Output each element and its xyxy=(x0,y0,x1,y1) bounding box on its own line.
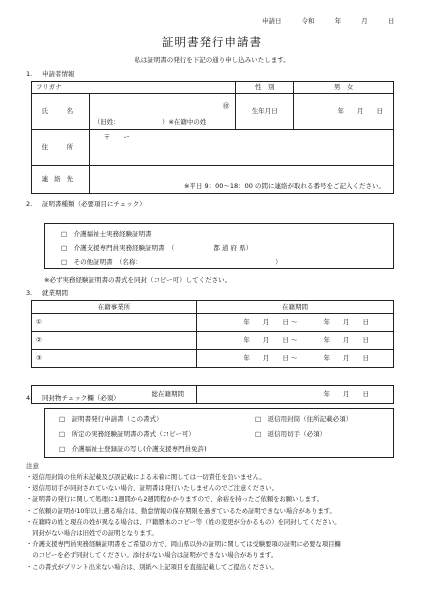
row-number: ② xyxy=(36,336,42,345)
year-label: 年 xyxy=(334,17,342,25)
section3-heading: 3. 就業期間 xyxy=(26,289,68,297)
gender-label: 性 別 xyxy=(236,82,294,94)
day-label: 日 xyxy=(387,17,395,25)
check-registration-copy[interactable]: □ 介護福祉士登録証の写し(介護支援専門員免許) xyxy=(59,445,207,453)
period-cell[interactable]: 年 月 日 ～ 年 月 日 xyxy=(197,314,394,332)
note-item: ・返信用切手が同封されていない場合、証明書は発行いたしませんのでご注意ください。 xyxy=(26,485,278,493)
row-number: ③ xyxy=(36,354,42,363)
contact-field[interactable] xyxy=(89,166,393,194)
section4-heading: 4. 同封物チェック欄（必須） xyxy=(26,394,120,402)
note-item: ・証明書の発行に関して処理に1週間から2週間程かかりますので、余裕を持ったご依頼をお願いします。 xyxy=(26,496,324,504)
certificate-type-box xyxy=(44,223,394,269)
name-label: 氏 名 xyxy=(32,94,90,130)
option-care-worker-cert[interactable]: □ 介護福祉士実務経験証明書 xyxy=(61,230,152,238)
birth-label: 生年月日 xyxy=(236,94,294,130)
workplace-cell[interactable] xyxy=(32,332,197,350)
option-other-cert[interactable]: □ その他証明書 （名称： ） xyxy=(61,258,282,266)
notes-list xyxy=(26,472,406,573)
contact-label: 連絡先 xyxy=(32,166,90,194)
apply-date-row xyxy=(262,17,412,25)
total-period-label: 総在籍期間 xyxy=(32,386,197,404)
note-item: のコピーを必ず同封してください。添付がない場合は証明ができない場合があります。 xyxy=(26,552,278,560)
address-label: 住 所 xyxy=(32,130,90,166)
check-experience-cert-form[interactable]: □ 所定の実務経験証明書の書式（コピー可） xyxy=(59,430,195,438)
employment-table xyxy=(31,300,394,404)
address-field[interactable] xyxy=(89,130,393,166)
maiden-name-note: （旧姓： ）※在籍中の姓 xyxy=(93,117,207,126)
option-care-manager-cert[interactable]: □ 介護支援専門員実務経験証明書 （ 都 道 府 県） xyxy=(61,244,253,252)
gender-field[interactable]: 男 女 xyxy=(294,82,394,94)
section2-heading: 2. 証明書種類（必要項目にチェック） xyxy=(26,200,146,208)
total-period-field[interactable]: 年 月 日 xyxy=(197,386,394,404)
note-item: ・この書式がプリント出来ない場合は、別紙へ上記項目を直接記載してご提出ください。 xyxy=(26,563,278,571)
certificate-note: ※必ず実務経験証明書の書式を同封（コピー可）してください。 xyxy=(44,276,232,284)
postal-code-field[interactable]: 〒 ー xyxy=(103,133,130,141)
furigana-label: フリガナ xyxy=(32,82,236,94)
check-return-envelope[interactable]: □ 返信用封筒（住所記載必須） xyxy=(255,415,353,423)
form-title: 証明書発行申請書 xyxy=(162,35,262,49)
contact-note: ※平日 9：00～18：00 の間に連絡が取れる番号をご記入ください。 xyxy=(183,181,385,190)
era-label: 令和 xyxy=(301,17,315,25)
note-item: ・ご依頼の証明が10年以上遡る場合は、勤怠情報の保存期限を過ぎているため証明できない場合があります。 xyxy=(26,507,336,515)
apply-date-label: 申請日 xyxy=(262,17,282,25)
note-item: ・在籍時の姓と現在の姓が異なる場合は、戸籍謄本のコピー等（姓の変更が分かるもの）を同封してください。 xyxy=(26,518,341,526)
row-number: ① xyxy=(36,318,42,327)
intro-text: 私は証明書の発行を下記の通り申し込みいたします。 xyxy=(134,56,290,64)
note-item: ・返信用封筒の住所未記載及び誤記載による未着に関しては一切責任を負いません。 xyxy=(26,474,266,481)
period-cell[interactable]: 年 月 日 ～ 年 月 日 xyxy=(197,350,394,368)
section1-heading: 1. 申請者情報 xyxy=(26,70,75,78)
period-cell[interactable]: 年 月 日 ～ 年 月 日 xyxy=(197,332,394,350)
workplace-header: 在籍事業所 xyxy=(32,301,197,314)
name-field[interactable] xyxy=(89,94,236,130)
month-label: 月 xyxy=(361,17,368,25)
workplace-cell[interactable] xyxy=(32,314,197,332)
period-header: 在籍期間 xyxy=(197,301,394,314)
check-application-form[interactable]: □ 証明書発行申請書（この書式） xyxy=(59,415,163,423)
birth-field[interactable]: 年 月 日 xyxy=(294,94,394,130)
seal-mark: ㊞ xyxy=(222,102,230,110)
applicant-table xyxy=(31,81,394,194)
notes-heading: 注意 xyxy=(26,462,39,470)
note-item: 同封がない場合は旧姓での証明となります。 xyxy=(26,530,158,538)
note-item: ・介護支援専門員実務経験証明書をご希望の方で、岡山県以外の証明に関しては受験要項の証明に必要な項目欄 xyxy=(26,541,341,549)
check-return-stamp[interactable]: □ 返信用切手（必須） xyxy=(255,430,327,438)
workplace-cell[interactable] xyxy=(32,350,197,368)
enclosure-checklist-box xyxy=(44,408,394,458)
